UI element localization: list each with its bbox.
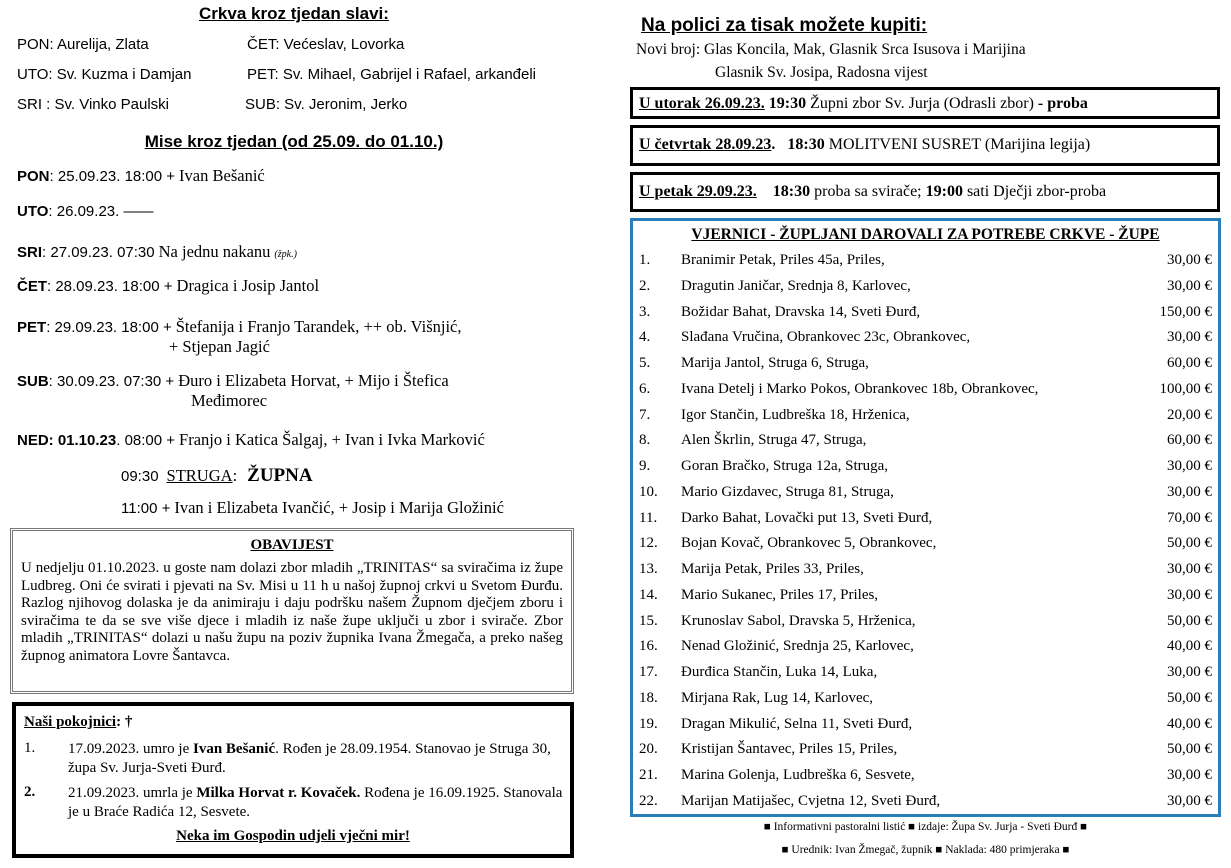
mass-sri — [17, 242, 297, 262]
deceased-box — [12, 702, 574, 858]
donor-row — [633, 767, 1218, 793]
event-tuesday — [630, 87, 1220, 119]
donor-number: 20. — [639, 741, 658, 758]
donor-row — [633, 278, 1218, 304]
event-friday-text2: sati Dječji zbor-proba — [962, 183, 1107, 200]
mass-cet-day: ČET — [17, 278, 47, 295]
donor-name-address: Božidar Bahat, Dravska 14, Sveti Đurđ, — [681, 303, 921, 320]
donor-row — [633, 432, 1218, 458]
deceased-closing-mark: ! — [404, 828, 410, 844]
event-tuesday-date: U utorak 26.09.23. — [639, 95, 765, 112]
mass-cet-datetime: : 28.09.23. 18:00 + — [47, 278, 173, 295]
donor-amount: 100,00 € — [1159, 380, 1212, 397]
donor-number: 13. — [639, 561, 658, 577]
donor-amount: 50,00 € — [1167, 612, 1212, 629]
donor-number: 10. — [639, 483, 658, 500]
mass-pon-datetime: : 25.09.23. 18:00 + — [49, 168, 176, 185]
donor-row — [633, 381, 1218, 407]
donor-number: 22. — [639, 792, 658, 809]
donor-name-address: Mario Sukanec, Priles 17, Priles, — [681, 586, 879, 603]
event-friday-time2: 19:00 — [925, 183, 963, 200]
event-tuesday-text: Župni zbor Sv. Jurja (Odrasli zbor) — [806, 95, 1038, 112]
donor-name-address: Krunoslav Sabol, Dravska 5, Hrženica, — [681, 612, 916, 629]
mass-sri-note: (žpk.) — [274, 249, 297, 260]
donor-name-address: Ivana Detelj i Marko Pokos, Obrankovec 18b, Obrankovec, — [681, 380, 1039, 397]
donor-amount: 70,00 € — [1167, 509, 1212, 526]
feast-pon: PON: Aurelija, Zlata — [17, 36, 149, 53]
deceased-item-2-num: 2. — [24, 784, 36, 800]
deceased-title — [24, 714, 132, 731]
press-line-2: Glasnik Sv. Josipa, Radosna vijest — [715, 64, 928, 81]
mass-ned-3-intent: Ivan i Elizabeta Ivančić, + Josip i Marija Gložinić — [174, 498, 504, 517]
mass-sub — [17, 371, 449, 391]
donor-row — [633, 587, 1218, 613]
feasts-title: Crkva kroz tjedan slavi: — [199, 4, 389, 23]
donor-name-address: Marija Petak, Priles 33, Priles, — [681, 561, 864, 577]
donor-amount: 30,00 € — [1167, 277, 1212, 294]
donor-row — [633, 638, 1218, 664]
feast-pet: PET: Sv. Mihael, Gabrijel i Rafael, arkanđeli — [247, 66, 537, 83]
donor-row — [633, 561, 1218, 587]
donor-amount: 50,00 € — [1167, 535, 1212, 552]
donor-name-address: Dragutin Janičar, Srednja 8, Karlovec, — [681, 277, 911, 294]
mass-sub-intent2: Međimorec — [191, 391, 268, 410]
donor-row — [633, 690, 1218, 716]
press-line-1: Novi broj: Glas Koncila, Mak, Glasnik Srca Isusova i Marijina — [636, 41, 1026, 58]
event-thursday-time: 18:30 — [787, 136, 825, 153]
event-thursday-text: MOLITVENI SUSRET (Marijina legija) — [824, 136, 1091, 153]
donor-row — [633, 664, 1218, 690]
donor-row — [633, 484, 1218, 510]
deceased-title-text: Naši pokojnici — [24, 714, 117, 730]
donor-amount: 30,00 € — [1167, 483, 1212, 500]
mass-pon-intent: Ivan Bešanić — [179, 166, 265, 185]
donor-name-address: Marija Jantol, Struga 6, Struga, — [681, 355, 869, 371]
mass-sri-intent: Na jednu nakanu — [158, 242, 271, 261]
donor-number: 1. — [639, 252, 651, 268]
donor-name-address: Kristijan Šantavec, Priles 15, Priles, — [681, 741, 898, 758]
footer-line-1: ■ Informativni pastoralni listić ■ izdaje: Župa Sv. Jurja - Sveti Đurđ ■ — [763, 821, 1088, 833]
donor-amount: 40,00 € — [1167, 715, 1212, 732]
deceased-item-2-name: Milka Horvat r. Kovaček. — [196, 785, 361, 801]
donors-title: VJERNICI - ŽUPLJANI DAROVALI ZA POTREBE CRKVE - ŽUPE — [691, 226, 1160, 243]
event-friday-text: proba sa sviračе; — [810, 183, 926, 200]
donor-row — [633, 304, 1218, 330]
donor-row — [633, 510, 1218, 536]
mass-cet — [17, 276, 319, 296]
mass-ned-2-time: 09:30 — [121, 468, 159, 485]
feast-cet: ČET: Većeslav, Lovorka — [247, 36, 405, 53]
mass-ned-intent: Franjo i Katica Šalgaj, + Ivan i Ivka Marković — [179, 430, 485, 449]
donor-name-address: Mario Gizdavec, Struga 81, Struga, — [681, 483, 894, 500]
donor-amount: 30,00 € — [1167, 561, 1212, 577]
event-thursday-dot: . — [771, 136, 776, 153]
mass-pet-day: PET — [17, 319, 47, 336]
donor-number: 7. — [639, 406, 651, 423]
deceased-item-1-num: 1. — [24, 740, 36, 756]
donor-amount: 50,00 € — [1167, 689, 1212, 706]
donor-number: 16. — [639, 638, 658, 655]
donor-number: 6. — [639, 380, 651, 397]
donor-number: 4. — [639, 329, 651, 346]
mass-pon-day: PON — [17, 168, 50, 185]
donor-row — [633, 716, 1218, 742]
footer-line-2: ■ Urednik: Ivan Žmegač, župnik ■ Naklada: 480 primjeraka ■ — [781, 844, 1070, 856]
deceased-item-1-post: . Rođen je 28.09.1954. Stanovao je Struga 30, župa Sv. Jurja-Sveti Đurđ. — [68, 741, 551, 776]
event-friday-time: 18:30 — [772, 183, 811, 200]
deceased-item-2 — [68, 784, 568, 822]
mass-pet-datetime: : 29.09.23. 18:00 + — [46, 319, 172, 336]
feast-sub: SUB: Sv. Jeronim, Jerko — [245, 96, 408, 113]
mass-pet-intent1: Štefanija i Franjo Tarandek, ++ ob. Višnjić, — [175, 317, 462, 336]
deceased-title-suffix: : † — [116, 714, 133, 730]
event-friday — [630, 172, 1220, 212]
donor-row — [633, 535, 1218, 561]
donor-row — [633, 741, 1218, 767]
donor-amount: 50,00 € — [1167, 741, 1212, 758]
event-tuesday-time: 19:30 — [768, 95, 807, 112]
deceased-item-1-pre: 17.09.2023. umro je — [68, 741, 193, 757]
mass-sub-intent1: Đuro i Elizabeta Horvat, + Mijo i Štefica — [178, 371, 449, 390]
mass-ned-datetime: . 08:00 + — [116, 432, 176, 449]
mass-ned-2 — [121, 465, 313, 487]
feast-uto: UTO: Sv. Kuzma i Damjan — [17, 66, 192, 83]
notice-text: U nedjelju 01.10.2023. u goste nam dolazi zbor mladih „TRINITAS“ sa sviračima iz župe Ludbreg. Oni će svirati i pjevati na Sv. Misi u 11 h u našoj župnoj crkvi u Svetom Đurđu. Razlog njihovog dolaska je da animiraju i daju podršku našem Župnom dječjem zboru i sviračima te da se sve više djece i mladih iz naše župe uključi u zbor i svirače. Zbor mladih „TRINITAS“ dolazi u našu župu na poziv župnika Ivana Žmegača, a preko našeg župnog animatora Lovre Šantavca. — [21, 560, 563, 664]
donor-name-address: Marijan Matijašec, Cvjetna 12, Sveti Đurđ, — [681, 792, 941, 809]
mass-pet-intent2: + Stjepan Jagić — [169, 337, 270, 356]
donor-row — [633, 329, 1218, 355]
mass-pet — [17, 317, 461, 337]
donor-name-address: Goran Bračko, Struga 12a, Struga, — [681, 458, 889, 474]
donor-name-address: Darko Bahat, Lovački put 13, Sveti Đurđ, — [681, 509, 933, 526]
deceased-closing-text: Neka im Gospodin udjeli vječni mir — [176, 828, 405, 844]
deceased-item-1 — [68, 740, 568, 778]
donor-number: 21. — [639, 767, 658, 783]
donor-number: 2. — [639, 277, 651, 294]
masses-title: Mise kroz tjedan (od 25.09. do 01.10.) — [144, 132, 444, 151]
donor-amount: 30,00 € — [1167, 767, 1212, 783]
mass-sub-day: SUB — [17, 373, 49, 390]
donor-number: 12. — [639, 535, 658, 552]
mass-cet-intent: Dragica i Josip Jantol — [176, 276, 320, 295]
donor-number: 19. — [639, 715, 658, 732]
donor-amount: 20,00 € — [1167, 406, 1212, 423]
mass-ned-day: NED: 01.10.23 — [17, 432, 117, 449]
mass-ned-2-intent: ŽUPNA — [247, 465, 313, 486]
notice-title: OBAVIJEST — [250, 537, 334, 553]
donor-amount: 30,00 € — [1167, 329, 1212, 346]
donor-name-address: Nenad Gložinić, Srednja 25, Karlovec, — [681, 638, 914, 655]
donor-name-address: Alen Škrlin, Struga 47, Struga, — [681, 432, 867, 449]
deceased-item-2-post: Rođena je 16.09.1925. Stanovala je u Braće Radića 12, Sesvete. — [68, 785, 563, 820]
feast-sri: SRI : Sv. Vinko Paulski — [17, 96, 170, 113]
donor-row — [633, 407, 1218, 433]
mass-uto-day: UTO — [17, 203, 49, 220]
donor-number: 14. — [639, 586, 658, 603]
donor-amount: 30,00 € — [1167, 664, 1212, 680]
donor-row — [633, 252, 1218, 278]
donor-number: 18. — [639, 689, 658, 706]
donor-name-address: Branimir Petak, Priles 45a, Priles, — [681, 252, 885, 268]
donor-name-address: Dragan Mikulić, Selna 11, Sveti Đurđ, — [681, 715, 913, 732]
mass-sub-datetime: : 30.09.23. 07:30 + — [48, 373, 175, 390]
event-tuesday-tail: - proba — [1037, 95, 1088, 112]
donors-box — [630, 218, 1221, 817]
donor-name-address: Đurđica Stančin, Luka 14, Luka, — [681, 664, 878, 680]
donor-amount: 150,00 € — [1159, 303, 1212, 320]
donor-number: 3. — [639, 303, 651, 320]
donor-row — [633, 793, 1218, 819]
donor-amount: 60,00 € — [1167, 432, 1212, 449]
donor-number: 11. — [639, 509, 658, 526]
donor-number: 5. — [639, 355, 651, 371]
deceased-item-2-pre: 21.09.2023. umrla je — [68, 785, 197, 801]
mass-sri-day: SRI — [17, 244, 43, 261]
donor-amount: 40,00 € — [1167, 638, 1212, 655]
mass-sri-datetime: : 27.09.23. 07:30 — [42, 244, 155, 261]
donor-row — [633, 458, 1218, 484]
donor-row — [633, 355, 1218, 381]
deceased-item-1-name: Ivan Bešanić — [193, 741, 276, 757]
donor-amount: 60,00 € — [1167, 355, 1212, 371]
donor-number: 15. — [639, 612, 658, 629]
donor-number: 8. — [639, 432, 651, 449]
donor-number: 9. — [639, 458, 651, 474]
deceased-closing — [16, 828, 570, 845]
press-title: Na polici za tisak možete kupiti: — [641, 15, 928, 36]
donor-row — [633, 613, 1218, 639]
donor-name-address: Mirjana Rak, Lug 14, Karlovec, — [681, 689, 874, 706]
mass-uto-datetime: : 26.09.23. —— — [48, 203, 154, 220]
mass-ned-3 — [121, 498, 504, 518]
event-thursday-date: U četvrtak 28.09.23 — [639, 136, 772, 153]
mass-uto — [17, 203, 153, 221]
donor-name-address: Bojan Kovač, Obrankovec 5, Obrankovec, — [681, 535, 937, 552]
donor-amount: 30,00 € — [1167, 792, 1212, 809]
donor-name-address: Slađana Vručina, Obrankovec 23c, Obrankovec, — [681, 329, 971, 346]
donor-name-address: Marina Golenja, Ludbreška 6, Sesvete, — [681, 767, 915, 783]
donor-name-address: Igor Stančin, Ludbreška 18, Hrženica, — [681, 406, 910, 423]
donor-amount: 30,00 € — [1167, 586, 1212, 603]
donor-number: 17. — [639, 664, 658, 680]
mass-ned-3-time: 11:00 + — [121, 500, 171, 517]
mass-ned — [17, 430, 485, 450]
donor-amount: 30,00 € — [1167, 458, 1212, 474]
mass-ned-2-place: STRUGA — [166, 466, 233, 485]
event-thursday — [630, 125, 1220, 166]
notice-box — [10, 528, 574, 694]
mass-pon — [17, 166, 265, 186]
donor-amount: 30,00 € — [1167, 252, 1212, 268]
event-friday-date: U petak 29.09.23. — [639, 183, 757, 200]
mass-ned-2-colon: : — [232, 466, 238, 485]
